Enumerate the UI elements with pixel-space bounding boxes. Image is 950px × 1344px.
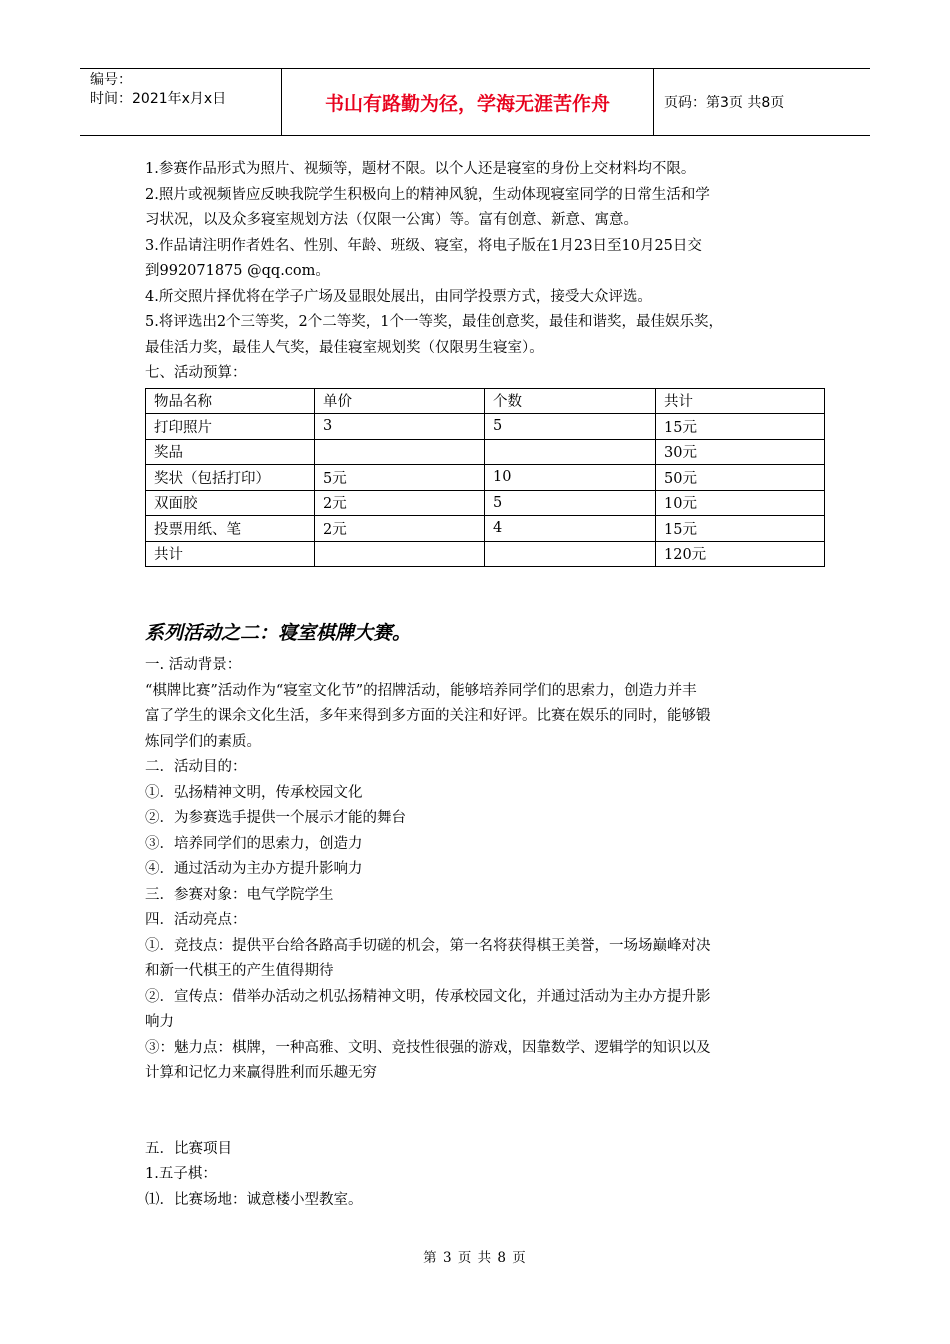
spacer (145, 1087, 825, 1137)
table-cell: 5 (485, 414, 656, 440)
text-line: 1.参赛作品形式为照片、视频等，题材不限。以个人还是寝室的身份上交材料均不限。 (145, 161, 696, 177)
text-line: 到992071875 @qq.com。 (145, 263, 330, 279)
table-header-row (146, 388, 825, 414)
activity-details (145, 653, 825, 1087)
text-line: ②．为参赛选手提供一个展示才能的舞台 (145, 810, 406, 826)
table-header-cell: 单价 (315, 388, 485, 414)
table-cell: 2元 (315, 516, 485, 542)
header-motto: 书山有路勤为径，学海无涯苦作舟 (282, 69, 654, 135)
table-cell: 5 (485, 490, 656, 516)
budget-heading: 七、活动预算： (145, 365, 247, 381)
table-cell: 10元 (656, 490, 825, 516)
table-row (146, 490, 825, 516)
table-cell (315, 439, 485, 465)
text-line: 响力 (145, 1014, 174, 1030)
text-line: 一. 活动背景： (145, 657, 242, 673)
table-total-row (146, 541, 825, 567)
table-header-cell: 个数 (485, 388, 656, 414)
table-cell: 3 (315, 414, 485, 440)
table-cell: 4 (485, 516, 656, 542)
table-cell: 50元 (656, 465, 825, 491)
budget-table (145, 388, 825, 568)
table-row (146, 516, 825, 542)
text-line: ④．通过活动为主办方提升影响力 (145, 861, 363, 877)
text-line: ⑴．比赛场地：诚意楼小型教室。 (145, 1191, 363, 1208)
header-meta (80, 69, 282, 135)
text-line: 1.五子棋： (145, 1166, 217, 1182)
table-cell: 投票用纸、笔 (146, 516, 315, 542)
table-cell: 15元 (656, 414, 825, 440)
text-line: 五．比赛项目 (145, 1140, 232, 1157)
text-line: 2.照片或视频皆应反映我院学生积极向上的精神风貌，生动体现寝室同学的日常生活和学 (145, 186, 710, 203)
text-line: 3.作品请注明作者姓名、性别、年龄、班级、寝室，将电子版在1月23日至10月25日交 (145, 237, 702, 254)
table-row (146, 414, 825, 440)
table-row (146, 439, 825, 465)
table-cell: 奖状（包括打印） (146, 465, 315, 491)
table-cell: 10 (485, 465, 656, 491)
document-body (145, 157, 825, 1213)
table-cell: 120元 (656, 541, 825, 567)
header-page-info: 页码：第3页 共8页 (664, 95, 785, 111)
page-footer: 第 3 页 共 8 页 (423, 1250, 527, 1266)
text-line: ②．宣传点：借举办活动之机弘扬精神文明，传承校园文化，并通过活动为主办方提升影 (145, 988, 711, 1005)
text-line: ①．弘扬精神文明，传承校园文化 (145, 784, 363, 801)
table-cell (485, 541, 656, 567)
table-cell (485, 439, 656, 465)
document-date: 时间：2021年x月x日 (90, 91, 227, 107)
section-title: 系列活动之二：寝室棋牌大赛。 (145, 622, 412, 644)
page-header (80, 68, 870, 136)
table-cell: 双面胶 (146, 490, 315, 516)
text-line: 4.所交照片择优将在学子广场及显眼处展出，由同学投票方式，接受大众评选。 (145, 288, 652, 305)
text-line: 富了学生的课余文化生活，多年来得到多方面的关注和好评。比赛在娱乐的同时，能够锻 (145, 708, 711, 724)
text-line: 5.将评选出2个三等奖，2个二等奖，1个一等奖，最佳创意奖，最佳和谐奖，最佳娱乐奖， (145, 314, 724, 330)
text-line: “棋牌比赛”活动作为“寝室文化节”的招牌活动，能够培养同学们的思索力，创造力并丰 (145, 682, 697, 699)
text-line: 三．参赛对象：电气学院学生 (145, 886, 334, 903)
table-cell: 打印照片 (146, 414, 315, 440)
text-line: 四．活动亮点： (145, 912, 247, 928)
table-cell: 15元 (656, 516, 825, 542)
text-line: 最佳活力奖，最佳人气奖，最佳寝室规划奖（仅限男生寝室）。 (145, 339, 544, 356)
table-cell: 奖品 (146, 439, 315, 465)
text-line: 和新一代棋王的产生值得期待 (145, 963, 334, 979)
intro-paragraphs (145, 157, 825, 387)
text-line: 二．活动目的： (145, 759, 247, 775)
table-header-cell: 共计 (656, 388, 825, 414)
document-number-label: 编号： (90, 72, 132, 88)
table-cell: 30元 (656, 439, 825, 465)
table-cell: 2元 (315, 490, 485, 516)
text-line: ③：魅力点：棋牌，一种高雅、文明、竞技性很强的游戏，因靠数学、逻辑学的知识以及 (145, 1039, 711, 1056)
text-line: 计算和记忆力来赢得胜利而乐趣无穷 (145, 1065, 377, 1081)
text-line: 习状况，以及众多寝室规划方法（仅限一公寓）等。富有创意、新意、寓意。 (145, 212, 638, 228)
table-header-cell: 物品名称 (146, 388, 315, 414)
table-cell: 共计 (146, 541, 315, 567)
text-line: 炼同学们的素质。 (145, 733, 261, 750)
text-line: ①．竞技点：提供平台给各路高手切磋的机会，第一名将获得棋王美誉，一场场巅峰对决 (145, 937, 711, 954)
competition-items (145, 1137, 825, 1214)
table-cell (315, 541, 485, 567)
text-line: ③．培养同学们的思索力，创造力 (145, 835, 363, 852)
table-row (146, 465, 825, 491)
table-cell: 5元 (315, 465, 485, 491)
